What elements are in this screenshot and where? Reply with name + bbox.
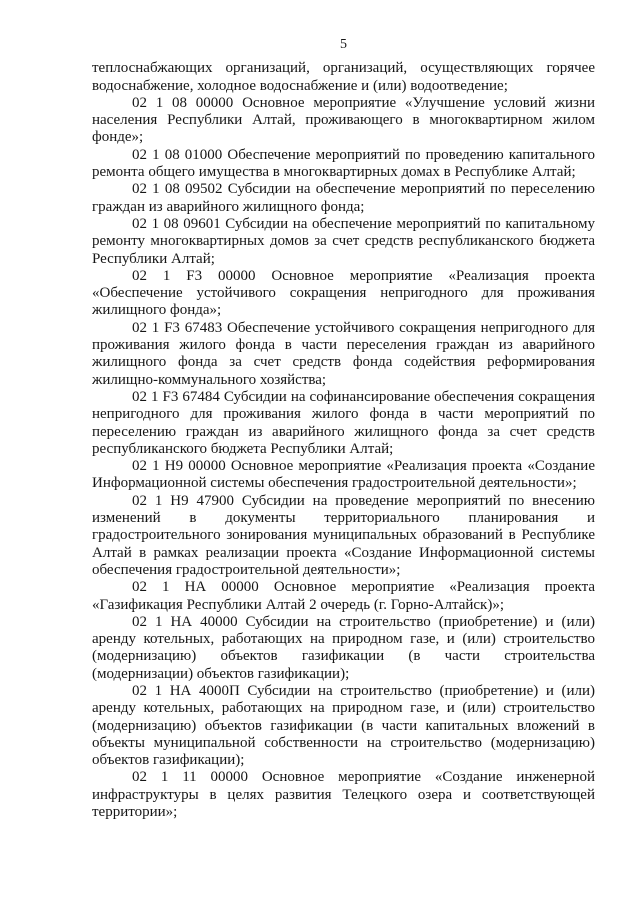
page-number: 5 — [340, 37, 347, 52]
paragraph: 02 1 НА 4000П Субсидии на строительство (приобретение) и (или) аренду котельных, работающих на природном газе, и (или) строительство (модернизацию) объектов газификации (в части капитальных вложений в объекты муниципальной собственности на строительство (модернизацию) объектов газификации); — [92, 682, 595, 769]
paragraph: 02 1 F3 67483 Обеспечение устойчивого сокращения непригодного для проживания жилого фонда в части переселения граждан из аварийного жилищного фонда за счет средств фонда содействия реформирования жилищно-коммунального хозяйства; — [92, 319, 595, 388]
paragraph: 02 1 НА 00000 Основное мероприятие «Реализация проекта «Газификация Республики Алтай 2 очередь (г. Горно-Алтайск)»; — [92, 579, 595, 613]
paragraph: 02 1 Н9 47900 Субсидии на проведение мероприятий по внесению изменений в документы территориального планирования и градостроительного зонирования муниципальных образований в Республике Алтай в рамках реализации проекта «Создание Информационной системы обеспечения градостроительной деятельности»; — [92, 492, 595, 578]
paragraph: 02 1 11 00000 Основное мероприятие «Создание инженерной инфраструктуры в целях развития Телецкого озера и соответствующей территории»; — [92, 769, 595, 821]
paragraph: 02 1 08 01000 Обеспечение мероприятий по проведению капитального ремонта общего имущества в многоквартирных домах в Республике Алтай; — [92, 146, 595, 181]
paragraph: 02 1 08 09502 Субсидии на обеспечение мероприятий по переселению граждан из аварийного жилищного фонда; — [92, 181, 595, 215]
paragraph: 02 1 F3 67484 Субсидии на софинансирование обеспечения сокращения непригодного для проживания жилого фонда в части мероприятий по переселению граждан из аварийного жилищного фонда за счет средств республиканского бюджета Республики Алтай; — [92, 388, 595, 457]
paragraph: 02 1 08 00000 Основное мероприятие «Улучшение условий жизни населения Республики Алтай, проживающего в многоквартирном жилом фонде»; — [92, 94, 595, 146]
paragraph: 02 1 08 09601 Субсидии на обеспечение мероприятий по капитальному ремонту многоквартирных домов за счет средств республиканского бюджета Республики Алтай; — [92, 215, 595, 267]
paragraph-continuation: теплоснабжающих организаций, организаций, осуществляющих горячее водоснабжение, холодное водоснабжение и (или) водоотведение; — [92, 60, 595, 94]
paragraph: 02 1 F3 00000 Основное мероприятие «Реализация проекта «Обеспечение устойчивого сокращения непригодного для проживания жилищного фонда»; — [92, 267, 595, 319]
paragraph: 02 1 НА 40000 Субсидии на строительство (приобретение) и (или) аренду котельных, работающих на природном газе, и (или) строительство (модернизацию) объектов газификации (в части строительства (модернизации) объектов газификации); — [92, 613, 595, 682]
paragraph: 02 1 Н9 00000 Основное мероприятие «Реализация проекта «Создание Информационной системы обеспечения градостроительной деятельности»; — [92, 458, 595, 492]
